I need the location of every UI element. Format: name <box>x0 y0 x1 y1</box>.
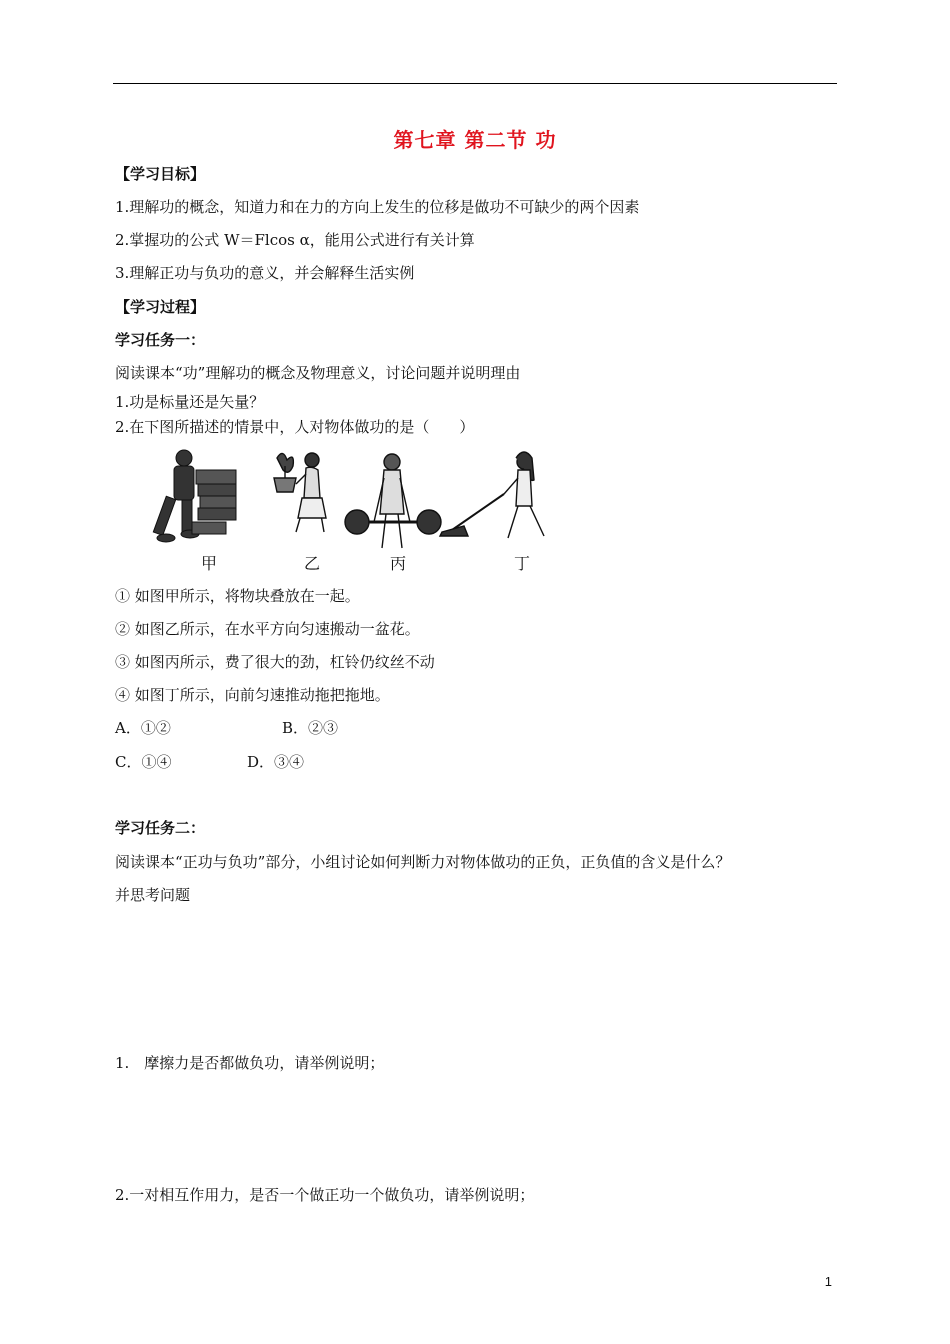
task2-question-2: 2.一对相互作用力，是否一个做正功一个做负功，请举例说明； <box>115 1186 535 1204</box>
goal-1: 1.理解功的概念，知道力和在力的方向上发生的位移是做功不可缺少的两个因素 <box>115 198 640 216</box>
goal-3: 3.理解正功与负功的意义，并会解释生活实例 <box>115 264 415 282</box>
task1-intro: 阅读课本“功”理解功的概念及物理意义，讨论问题并说明理由 <box>115 364 521 382</box>
scene-carrying-pot <box>274 453 326 532</box>
scene-mopping <box>440 452 544 538</box>
option-c: C．①④ <box>115 753 172 771</box>
option-d: D．③④ <box>247 753 305 771</box>
task2-intro-line-1: 阅读课本“正功与负功”部分，小组讨论如何判断力对物体做功的正负，正负值的含义是什么？ <box>115 853 731 871</box>
choice-item-4: ④ 如图丁所示，向前匀速推动拖把拖地。 <box>115 686 390 704</box>
task1-heading: 学习任务一： <box>115 331 206 349</box>
task2-question-1: 1. 摩擦力是否都做负功，请举例说明； <box>115 1054 385 1072</box>
figure-label-yi: 乙 <box>304 554 321 573</box>
task1-question-2: 2.在下图所描述的情景中，人对物体做功的是（ ） <box>115 418 475 436</box>
goal-2: 2.掌握功的公式 W＝Flcos α，能用公式进行有关计算 <box>115 231 475 249</box>
choice-item-2: ② 如图乙所示，在水平方向匀速搬动一盆花。 <box>115 620 420 638</box>
figure-label-ding: 丁 <box>514 554 531 573</box>
section-goals-heading: 【学习目标】 <box>115 165 206 183</box>
scene-stacking-blocks <box>153 450 236 542</box>
option-b: B．②③ <box>282 719 339 737</box>
figure-label-bing: 丙 <box>390 554 407 573</box>
option-a: A．①② <box>115 719 171 737</box>
page-number: 1 <box>824 1274 832 1289</box>
page-title: 第七章 第二节 功 <box>393 128 557 152</box>
choice-item-3: ③ 如图丙所示，费了很大的劲，杠铃仍纹丝不动 <box>115 653 435 671</box>
section-process-heading: 【学习过程】 <box>115 298 206 316</box>
task2-heading: 学习任务二： <box>115 819 206 837</box>
task1-question-1: 1.功是标量还是矢量？ <box>115 393 265 411</box>
header-rule <box>113 83 837 84</box>
task2-intro-line-2: 并思考问题 <box>115 886 191 904</box>
scene-barbell <box>345 454 441 548</box>
figure-label-jia: 甲 <box>201 554 218 573</box>
choice-item-1: ① 如图甲所示，将物块叠放在一起。 <box>115 587 360 605</box>
